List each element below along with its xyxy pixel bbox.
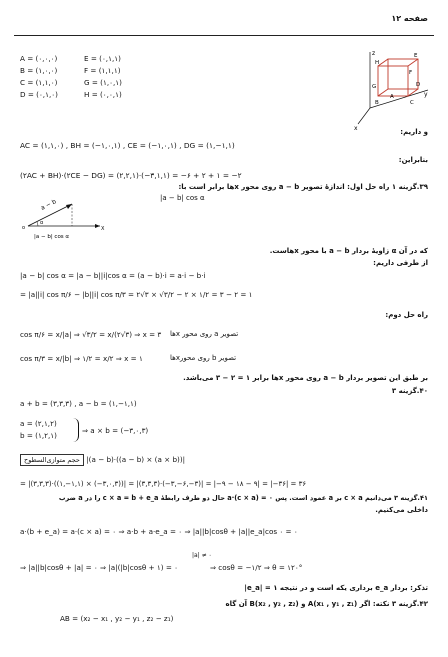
point-entry: C = (۱,۱,۰) xyxy=(20,78,58,87)
point-name: H xyxy=(84,90,90,99)
point-value: (۰,۱,۰) xyxy=(36,90,58,99)
point-entry: F = (۱,۱,۱) xyxy=(84,66,121,75)
point-name: F xyxy=(84,66,89,75)
and-we-have: و داریم: xyxy=(400,128,428,136)
point-value: (۱,۰,۰) xyxy=(35,66,58,75)
conclusion-line: بر طبق این تصویر بردار a − b روی محور xها برابر ۱ = ۲ − ۳ می‌باشد. xyxy=(183,374,428,382)
vertex-g: G xyxy=(372,84,377,90)
vertex-d: D xyxy=(416,82,421,88)
therefore-label: بنابراین: xyxy=(398,156,428,164)
fig-x-label: X xyxy=(101,226,105,232)
fig-alpha-label: α xyxy=(40,220,44,226)
projection-figure xyxy=(20,196,106,242)
other-side-label: از طرفی داریم: xyxy=(373,259,428,267)
points-row xyxy=(20,77,148,89)
point-entry: E = (۰,۱,۱) xyxy=(84,54,121,63)
eq-line-2: = |a||i| cos π/۶ − |b||i| cos π/۳ = ۲√۳ × √۳/۲ − ۲ × ۱/۲ = ۳ − ۲ = ۱ xyxy=(20,290,253,299)
dot-product-line: (۲AC + BH)·(۲CE − DG) = (۲,۲,۱)·(−۳,۱,۱) = −۶ + ۲ + ۱ = −۲ xyxy=(20,171,242,180)
cos-eq-2: cos π/۳ = x/|b| ⇒ ۱/۲ = x/۲ ⇒ x = ۱ xyxy=(20,354,143,363)
volume-formula xyxy=(20,455,185,464)
proj-b-label: تصویر b روی محورxها xyxy=(170,354,237,362)
q42-eq: AB = (x₂ − x₁ , y₂ − y₁ , z₂ − z₁) xyxy=(60,614,174,623)
q40-b: b = (۱,۲,۱) xyxy=(20,431,57,440)
vertex-h: H xyxy=(375,60,380,66)
q40-cross: ⇒ a × b = (−۳,۰,۳) xyxy=(82,426,149,435)
q41-eq-1: a·(b + e_a) = a·(c × a) = ۰ ⇒ a·b + a·e_a = ۰ ⇒ |a||b|cosθ + |a||e_a|cos ۰ = ۰ xyxy=(20,527,298,536)
header-divider xyxy=(14,35,434,36)
q39-formula: |a − b| cos α xyxy=(160,194,205,202)
q41-eq-2b: ⇒ cosθ = −۱/۲ ⇒ θ = ۱۲۰° xyxy=(210,563,303,572)
points-table xyxy=(20,53,148,101)
q40-brace xyxy=(20,418,79,442)
vertex-e: E xyxy=(414,53,418,59)
second-solution-label: راه حل دوم: xyxy=(385,311,428,319)
vectors-line: AC = (۱,۱,۰) , BH = (−۱,۰,۱) , CE = (−۱,۰,۱) , DG = (۱,−۱,۱) xyxy=(20,141,235,150)
point-name: A xyxy=(20,54,25,63)
note-line: تذکر: بردار e_a برداری یکه است و در نتیجه ۱ = |e_a| xyxy=(244,584,428,592)
point-entry: H = (۰,۰,۱) xyxy=(84,90,122,99)
fig-ab-label: a − b xyxy=(39,198,58,212)
point-name: E xyxy=(84,54,89,63)
q39-statement: ۳۹.گزینه ۱ راه حل اول: اندازهٔ تصویر a − b روی محور xها برابر است با: xyxy=(178,183,428,191)
point-value: (۰,۰,۱) xyxy=(100,90,122,99)
point-entry: D = (۰,۱,۰) xyxy=(20,90,58,99)
alpha-definition: که در آن α زاویهٔ بردار a − b با محور xهاست. xyxy=(269,247,428,255)
q41-statement: ۴۱.گزینه ۳ می‌دانیم c × a بر a عمود است. پس a·(c × a) = ۰ حال دو طرف رابطهٔ c × a = b + e_a را در a ضرب xyxy=(58,494,428,502)
vertex-c: C xyxy=(410,100,414,106)
q40-a: a = (۲,۱,۲) xyxy=(20,419,57,428)
q40-statement: ۴۰.گزینه ۳ xyxy=(391,387,428,395)
cube-figure xyxy=(350,46,432,132)
points-row xyxy=(20,53,148,65)
vertex-a: A xyxy=(390,94,394,100)
page-number: صفحه ۱۲ xyxy=(391,14,428,23)
q41-continuation: داخلی می‌کنیم. xyxy=(375,506,428,514)
point-entry: G = (۱,۰,۱) xyxy=(84,78,122,87)
point-value: (۰,۱,۱) xyxy=(99,54,121,63)
point-entry: B = (۱,۰,۰) xyxy=(20,66,58,75)
volume-long-eq: = |(۳,۳,۳)·((۱,−۱,۱) × (−۳,۰,۳))| = |(۳,۳,۳)·(−۳,−۶,−۳)| = |−۹ − ۱۸ − ۹| = |−۳۶| = ۳۶ xyxy=(20,480,307,488)
points-row xyxy=(20,65,148,77)
point-name: B xyxy=(20,66,25,75)
point-value: (۱,۱,۱) xyxy=(98,66,121,75)
fig-o-label: o xyxy=(22,225,26,231)
points-row xyxy=(20,89,148,101)
proj-a-label: تصویر a روی محور xها xyxy=(170,330,239,338)
point-value: (۰,۰,۰) xyxy=(35,54,58,63)
q42-statement: ۴۲.گزینه ۳ نکته: اگر (A(x₁ , y₁ , z₁ و (B(x₂ , y₂ , z₂ آن گاه xyxy=(225,600,428,608)
q40-sum-diff: a + b = (۳,۳,۳) , a − b = (۱,−۱,۱) xyxy=(20,399,137,408)
point-name: G xyxy=(84,78,90,87)
volume-expr: |(a − b)·((a − b) × (a × b))| xyxy=(86,455,186,464)
axis-y-label: y xyxy=(424,91,428,98)
fig-proj-label: |a − b| cos α xyxy=(34,234,70,240)
vertex-f: F xyxy=(409,70,413,76)
axis-z-label: z xyxy=(372,50,376,57)
q41-eq-2a: ⇒ |a||b|cosθ + |a| = ۰ ⇒ |a|(|b|cosθ + ۱) = ۰ xyxy=(20,563,178,572)
point-value: (۱,۱,۰) xyxy=(35,78,58,87)
point-entry: A = (۰,۰,۰) xyxy=(20,54,58,63)
q41-arrow-label: |a| ≠ ۰ xyxy=(192,552,212,559)
point-name: D xyxy=(20,90,26,99)
point-name: C xyxy=(20,78,26,87)
vertex-b: B xyxy=(375,100,379,106)
cos-eq-1: cos π/۶ = x/|a| ⇒ √۳/۲ = x/(۲√۳) ⇒ x = ۳ xyxy=(20,330,162,339)
volume-label: حجم متوازی‌السطوح xyxy=(20,454,84,466)
axis-x-label: x xyxy=(354,125,358,132)
point-value: (۱,۰,۱) xyxy=(100,78,122,87)
eq-line-1: |a − b| cos α = |a − b||i|cos α = (a − b)·i = a·i − b·i xyxy=(20,271,206,280)
